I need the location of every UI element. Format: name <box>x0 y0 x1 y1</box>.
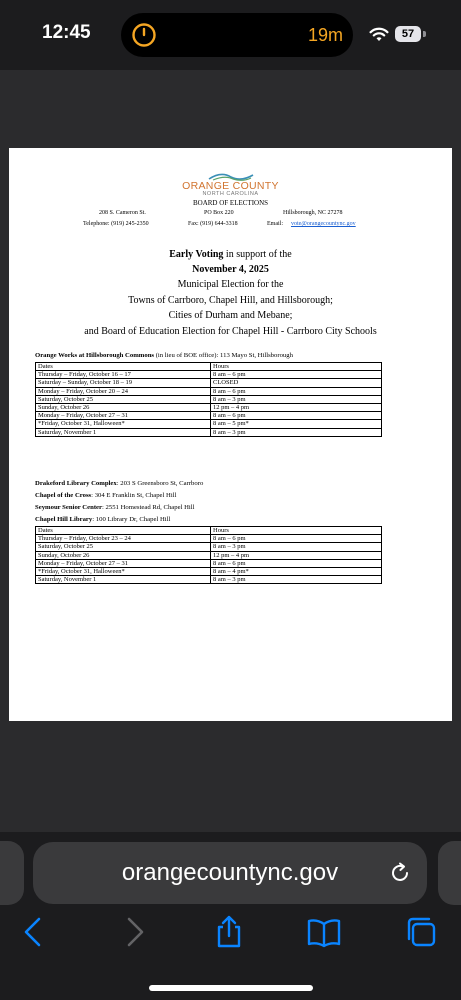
row-date: Saturday – Sunday, October 18 – 19 <box>36 379 211 387</box>
site1-name: Orange Works at Hillsborough Commons <box>35 352 155 359</box>
site1-location <box>35 352 293 359</box>
row-hours: 8 am – 6 pm <box>211 387 382 395</box>
election-date: November 4, 2025 <box>192 264 269 275</box>
table-row <box>36 535 382 543</box>
row-date: Sunday, October 26 <box>36 551 211 559</box>
location-detail: : 100 Library Dr, Chapel Hill <box>92 516 171 523</box>
row-date: Sunday, October 26 <box>36 404 211 412</box>
row-date: Saturday, November 1 <box>36 576 211 584</box>
url-text[interactable]: orangecountync.gov <box>121 859 339 886</box>
email-link[interactable]: vote@orangecountync.gov <box>291 221 356 227</box>
row-hours: 12 pm – 4 pm <box>211 551 382 559</box>
status-time: 12:45 <box>42 22 91 43</box>
back-icon[interactable] <box>17 915 51 949</box>
row-date: Monday – Friday, October 27 – 31 <box>36 559 211 567</box>
row-date: *Friday, October 31, Halloween* <box>36 568 211 576</box>
location-detail: : 203 S Greensboro St, Carrboro <box>116 480 204 487</box>
battery-tip <box>423 31 426 37</box>
row-date: Monday – Friday, October 27 – 31 <box>36 412 211 420</box>
heading-line-4: Towns of Carrboro, Chapel Hill, and Hillsborough; <box>128 295 333 306</box>
share-icon[interactable] <box>212 915 246 949</box>
location-name: Chapel of the Cross <box>35 492 92 499</box>
address-street: 208 S. Cameron St. <box>99 210 146 216</box>
location-name: Chapel Hill Library <box>35 516 93 523</box>
table-row <box>36 428 382 436</box>
table-row <box>36 420 382 428</box>
table-row <box>36 379 382 387</box>
row-date: Saturday, October 25 <box>36 395 211 403</box>
site2-location-2 <box>35 492 176 499</box>
location-detail: : 304 E Franklin St, Chapel Hill <box>91 492 177 499</box>
row-hours: 8 am – 4 pm* <box>211 568 382 576</box>
email-label: Email: <box>267 221 283 227</box>
location-name: Drakeford Library Complex <box>35 480 117 487</box>
site2-location-3 <box>35 504 195 511</box>
row-date: Thursday – Friday, October 16 – 17 <box>36 371 211 379</box>
table-row <box>36 412 382 420</box>
logo-name: ORANGE COUNTY <box>182 180 279 192</box>
address-bar[interactable] <box>33 842 427 904</box>
pdf-page <box>9 148 452 721</box>
row-hours: 8 am – 6 pm <box>211 412 382 420</box>
site2-location-4 <box>35 516 170 523</box>
heading-line-5: Cities of Durham and Mebane; <box>168 310 293 321</box>
table-header-row <box>36 527 382 535</box>
previous-tab-preview[interactable] <box>0 841 24 905</box>
forward-icon[interactable] <box>117 915 151 949</box>
row-date: Monday – Friday, October 20 – 24 <box>36 387 211 395</box>
heading-line-3: Municipal Election for the <box>177 279 284 290</box>
row-hours: 8 am – 6 pm <box>211 535 382 543</box>
row-hours: 8 am – 3 pm <box>211 576 382 584</box>
row-hours: 12 pm – 4 pm <box>211 404 382 412</box>
heading-bold: Early Voting <box>169 249 224 260</box>
reload-icon[interactable] <box>388 861 412 885</box>
row-date: Saturday, November 1 <box>36 428 211 436</box>
heading-line-6: and Board of Education Election for Chapel Hill - Carrboro City Schools <box>84 326 377 337</box>
heading-line-1 <box>9 249 452 260</box>
tabs-icon[interactable] <box>404 915 438 949</box>
home-indicator[interactable] <box>149 985 313 991</box>
table-row <box>36 551 382 559</box>
row-hours: 8 am – 3 pm <box>211 428 382 436</box>
logo-subtitle: NORTH CAROLINA <box>202 191 259 197</box>
wifi-icon <box>368 25 390 43</box>
row-hours: 8 am – 3 pm <box>211 395 382 403</box>
board-title: BOARD OF ELECTIONS <box>192 199 269 207</box>
row-hours: 8 am – 3 pm <box>211 543 382 551</box>
table-row <box>36 543 382 551</box>
table-header-row <box>36 363 382 371</box>
table-row <box>36 576 382 584</box>
timer-icon <box>131 22 157 48</box>
site2-schedule-table <box>35 526 382 584</box>
header-dates: Dates <box>36 527 211 535</box>
site1-schedule-table <box>35 362 382 437</box>
header-hours: Hours <box>211 527 382 535</box>
table-row <box>36 371 382 379</box>
fax: Fax: (919) 644-3318 <box>188 221 238 227</box>
site1-detail: (in lieu of BOE office): 113 Mayo St, Hillsborough <box>154 352 293 359</box>
row-date: *Friday, October 31, Halloween* <box>36 420 211 428</box>
row-hours: 8 am – 6 pm <box>211 371 382 379</box>
dynamic-island[interactable] <box>121 13 353 57</box>
row-hours: CLOSED <box>211 379 382 387</box>
row-hours: 8 am – 5 pm* <box>211 420 382 428</box>
status-bar <box>0 0 461 70</box>
location-name: Seymour Senior Center <box>35 504 102 511</box>
location-detail: : 2551 Homestead Rd, Chapel Hill <box>102 504 195 511</box>
table-row <box>36 559 382 567</box>
timer-remaining: 19m <box>307 25 343 45</box>
site2-location-1 <box>35 480 203 487</box>
telephone: Telephone: (919) 245-2350 <box>83 221 149 227</box>
table-row <box>36 395 382 403</box>
address-city: Hillsborough, NC 27278 <box>283 210 343 216</box>
bookmarks-icon[interactable] <box>307 915 341 949</box>
header-hours: Hours <box>211 363 382 371</box>
table-row <box>36 568 382 576</box>
table-row <box>36 404 382 412</box>
row-hours: 8 am – 6 pm <box>211 559 382 567</box>
table-row <box>36 387 382 395</box>
next-tab-preview[interactable] <box>438 841 461 905</box>
heading-rest: in support of the <box>223 249 292 260</box>
row-date: Saturday, October 25 <box>36 543 211 551</box>
header-dates: Dates <box>36 363 211 371</box>
row-date: Thursday – Friday, October 23 – 24 <box>36 535 211 543</box>
address-pobox: PO Box 220 <box>204 210 234 216</box>
battery-indicator: 57 <box>395 26 421 42</box>
